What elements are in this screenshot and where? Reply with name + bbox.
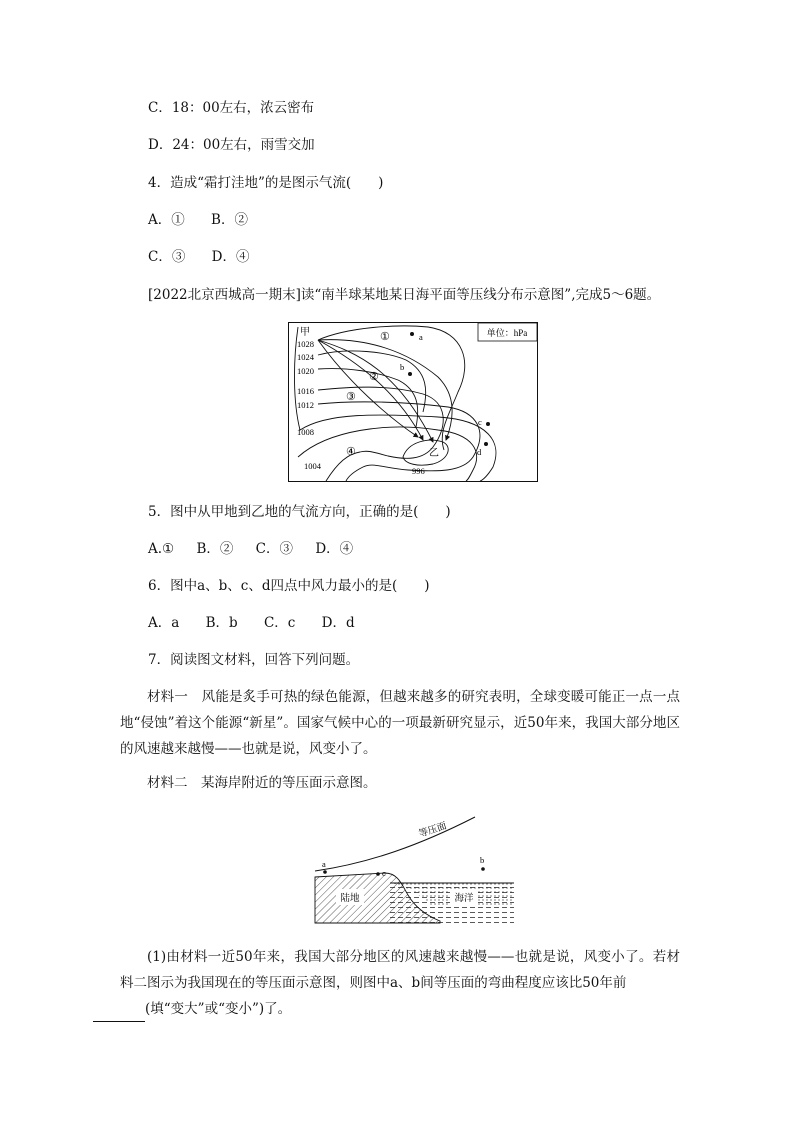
point-c-label: c [478,417,482,427]
isobar-label-1028: 1028 [297,339,314,349]
q5-option-d: D．④ [315,541,354,557]
isobaric-surface [315,817,475,871]
sea-label: 海洋 [454,894,474,904]
flow-label-1: ① [380,331,390,343]
point-c-dot [486,422,490,426]
unit-label: 单位：hPa [486,328,528,338]
q5-6-intro: [2022北京西城高一期末]读“南半球某地某日海平面等压线分布示意图”,完成5～6题。 [148,287,661,303]
point-d-label: d [477,447,482,457]
flow-label-4: ④ [346,446,356,458]
q4-stem: 4．造成“霜打洼地”的是图示气流( ) [148,175,384,191]
material-1-tag: 材料一 [147,689,189,705]
point-a-label: a [419,332,423,342]
q3-option-d: D．24：00左右，雨雪交加 [148,137,315,153]
q5-option-c: C．③ [255,541,294,557]
material-2-tag: 材料二 [147,775,188,791]
coast-point-a-dot [323,870,327,874]
land-label: 陆地 [340,894,360,904]
q5-options [148,540,353,558]
isobar-label-996: 996 [412,466,425,476]
q7-stem: 7．阅读图文材料，回答下列问题。 [148,652,360,668]
material-2-text: 某海岸附近的等压面示意图。 [187,775,377,791]
isobar-label-1016: 1016 [297,386,314,396]
isobar-label-1024: 1024 [297,352,314,362]
q6-option-d: D．d [321,615,355,631]
point-b-dot [408,372,412,376]
q7-sub1-text-a: (1)由材料一近50年来，我国大部分地区的风速越来越慢——也就是说，风变小了。若材料二图示为我国现在的等压面示意图，则图中a、b间等压面的弯曲程度应该比50年前 [120,949,680,991]
surface-label: 等压面 [417,821,449,840]
q3-option-c: C．18：00左右，浓云密布 [148,100,315,116]
point-d-dot [484,442,488,446]
place-yi: 乙 [429,448,439,459]
point-b-label: b [400,362,405,372]
q6-options [148,614,355,632]
material-1-text: 风能是炙手可热的绿色能源，但越来越多的研究表明，全球变暖可能正一点一点地“侵蚀”着这个能源“新星”。国家气候中心的一项最新研究显示，近50年来，我国大部分地区的风速越来越慢——也就是说，风变小了。 [120,689,681,757]
coast-point-b-label: b [480,855,485,865]
coast-point-c-dot [376,872,380,876]
q6-option-b: B．b [205,615,238,631]
isobar-label-1020: 1020 [297,366,314,376]
place-jia: 甲 [300,327,310,338]
isobar-label-1008: 1008 [297,427,314,437]
q4-option-b: B．② [211,212,248,228]
flow-label-3: ③ [346,391,356,403]
isobar-label-1004: 1004 [304,461,321,471]
q5-option-b: B．② [196,541,234,557]
q5-option-a: A.① [148,541,175,557]
q5-stem: 5．图中从甲地到乙地的气流方向，正确的是( ) [148,504,451,520]
isobar-label-1012: 1012 [297,400,314,410]
coast-diagram [310,815,520,930]
isobar-map [288,322,538,482]
coast-point-b-dot [481,867,485,871]
answer-blank[interactable] [93,1007,145,1022]
q4-option-d: D．④ [211,249,250,265]
q4-option-a: A．① [148,212,185,228]
material-2 [120,770,680,796]
material-1 [120,684,680,762]
q4-option-c: C．③ [148,249,186,265]
coast-point-a-label: a [322,859,326,869]
q4-options-row2 [148,248,249,266]
coast-point-c-label: c [382,868,386,878]
q6-option-a: A．a [148,615,180,631]
flow-label-2: ② [369,371,379,383]
q4-options-row1 [148,211,248,229]
q6-stem: 6．图中a、b、c、d四点中风力最小的是( ) [148,578,430,594]
q7-sub1-text-b: (填“变大”或“变小”)了。 [145,1001,292,1017]
q7-sub1 [120,944,680,1022]
point-a-dot [410,332,414,336]
q6-option-c: C．c [263,615,296,631]
